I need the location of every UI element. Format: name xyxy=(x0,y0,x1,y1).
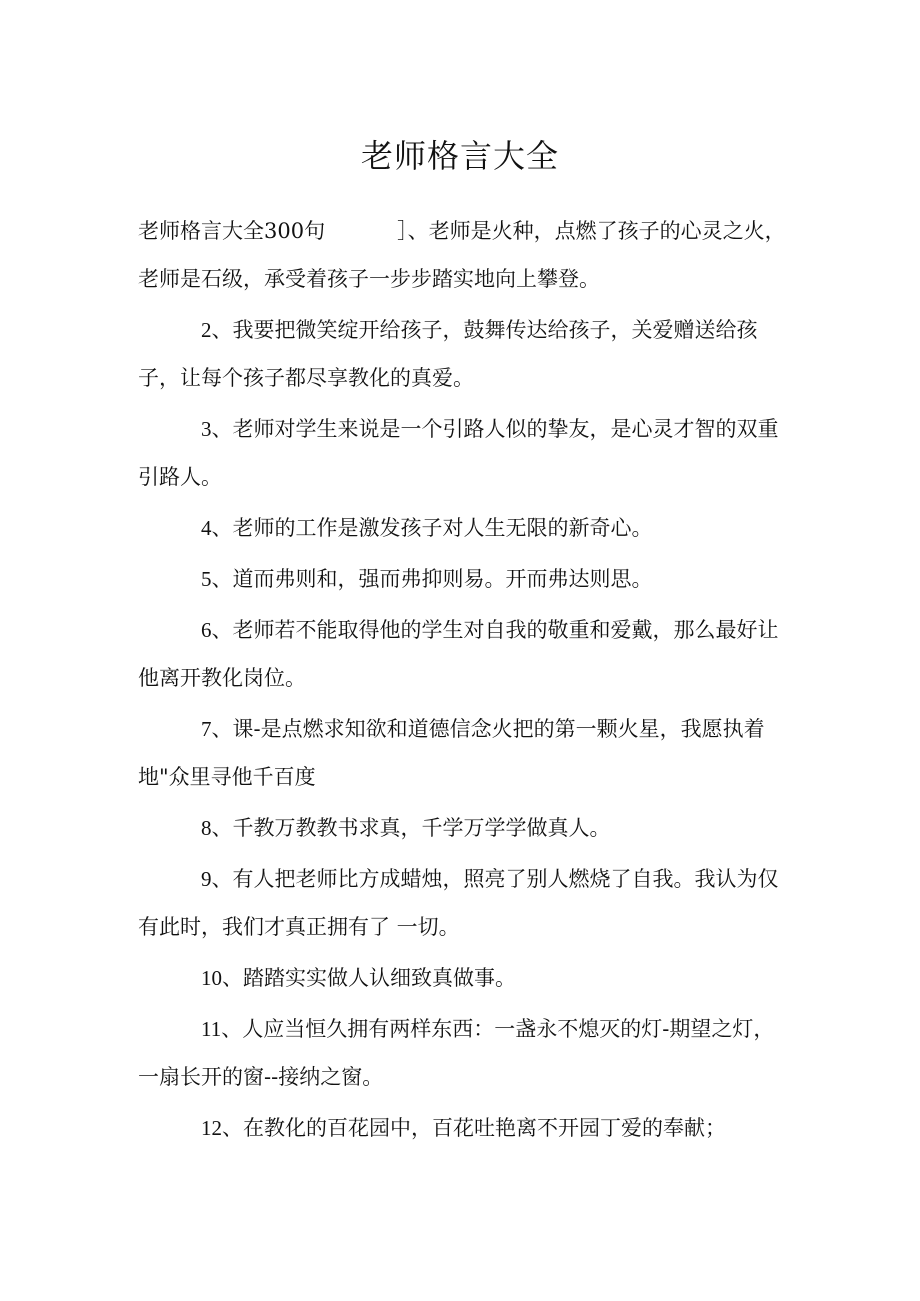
item-number: 11、 xyxy=(201,1017,243,1041)
item-number: 10、 xyxy=(201,966,243,990)
item-number: 4、 xyxy=(201,516,233,540)
list-item xyxy=(138,606,788,702)
intro-bracket: ］、 xyxy=(397,219,429,243)
item-text: 老师对学生来说是一个引路人似的挚友，是心灵才智的双重引路人。 xyxy=(138,417,779,489)
list-item xyxy=(138,405,788,501)
document-title: 老师格言大全 xyxy=(360,137,559,175)
intro-paragraph xyxy=(138,207,788,303)
item-number: 5、 xyxy=(201,567,233,591)
item-text: 我要把微笑绽开给孩子，鼓舞传达给孩子，关爱赠送给孩子，让每个孩子都尽享教化的真爱。 xyxy=(138,318,758,390)
item-text: 在教化的百花园中，百花吐艳离不开园丁爱的奉献； xyxy=(243,1116,726,1140)
list-item xyxy=(138,504,788,552)
item-text: 千教万教教书求真，千学万学学做真人。 xyxy=(232,816,611,840)
item-text: 道而弗则和，强而弗抑则易。开而弗达则思。 xyxy=(232,567,653,591)
item-text: 老师的工作是激发孩子对人生无限的新奇心。 xyxy=(232,516,653,540)
item-number: 3、 xyxy=(201,417,233,441)
list-item xyxy=(138,804,788,852)
list-item xyxy=(138,1104,788,1152)
item-number: 2、 xyxy=(201,318,233,342)
item-number: 8、 xyxy=(201,816,233,840)
document-body xyxy=(138,207,788,1155)
list-item xyxy=(138,954,788,1002)
item-text: 老师若不能取得他的学生对自我的敬重和爱戴，那么最好让他离开教化岗位。 xyxy=(138,618,779,690)
item-number: 9、 xyxy=(201,867,233,891)
intro-heading: 老师格言大全300句 xyxy=(138,219,326,243)
list-item xyxy=(138,855,788,951)
item-text: 有人把老师比方成蜡烛，照亮了别人燃烧了自我。我认为仅有此时，我们才真正拥有了 一切。 xyxy=(138,867,779,939)
list-item xyxy=(138,705,788,801)
item-text: 人应当恒久拥有两样东西：一盏永不熄灭的灯-期望之灯，一扇长开的窗--接纳之窗。 xyxy=(138,1017,775,1089)
intro-text: 老师是火种，点燃了孩子的心灵之火，老师是石级，承受着孩子一步步踏实地向上攀登。 xyxy=(138,219,786,291)
item-number: 12、 xyxy=(201,1116,243,1140)
item-text: 课-是点燃求知欲和道德信念火把的第一颗火星，我愿执着地"众里寻他千百度 xyxy=(138,717,765,789)
item-number: 7、 xyxy=(201,717,233,741)
list-item xyxy=(138,306,788,402)
list-item xyxy=(138,555,788,603)
item-number: 6、 xyxy=(201,618,233,642)
list-item xyxy=(138,1005,788,1101)
item-text: 踏踏实实做人认细致真做事。 xyxy=(243,966,516,990)
